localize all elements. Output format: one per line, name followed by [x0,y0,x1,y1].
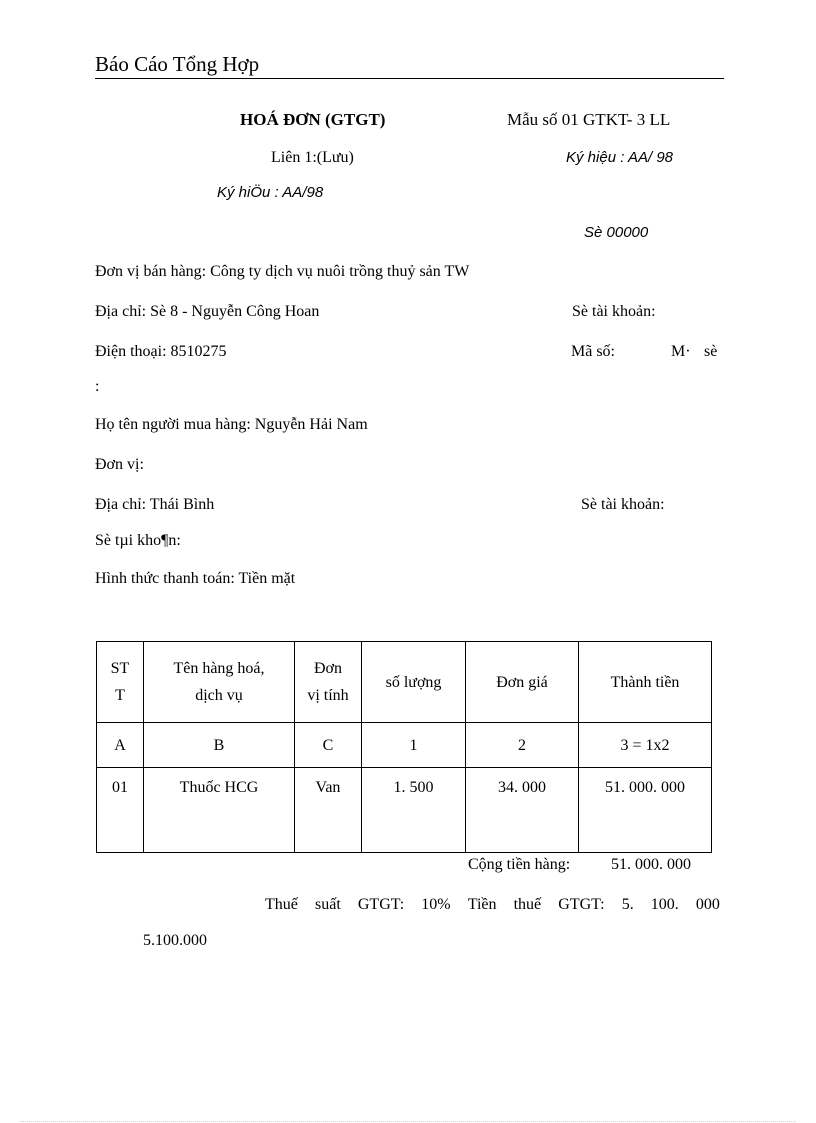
invoice-title: HOÁ ĐƠN (GTGT) [240,110,386,129]
index-cell: 2 [466,723,579,768]
row-cell-amount: 51. 000. 000 [579,768,712,853]
vat-line [265,896,720,914]
invoice-symbol-right: Ký hiệu : AA/ 98 [566,149,674,166]
header-cell-quantity: số lượng [362,642,466,723]
seller-colon-line: : [95,378,100,395]
header-cell-item-name: Tên hàng hoá, dịch vụ [144,642,295,723]
index-cell: C [295,723,362,768]
header-cell-unit-price: Đơn giá [466,642,579,723]
index-cell: A [97,723,144,768]
header-rule [95,78,724,79]
index-cell: 3 = 1x2 [579,723,712,768]
vat-word: 5. [621,896,634,913]
subtotal-label: Cộng tiền hàng: [468,856,571,873]
invoice-form-number: Mẫu số 01 GTKT- 3 LL [507,110,671,129]
table-header-row [97,642,712,723]
vat-word: GTGT: [357,896,405,913]
vat-word: thuế [513,896,542,913]
row-cell-quantity: 1. 500 [362,768,466,853]
buyer-unit: Đơn vị: [95,456,144,473]
table-row [97,768,712,853]
vat-amount: 5.100.000 [143,932,207,949]
seller-phone: Điện thoại: 8510275 [95,343,227,360]
vat-word: suất [314,896,341,913]
invoice-copy-label: Liên 1:(Lưu) [271,149,354,166]
invoice-symbol-left: Ký hiÖu : AA/98 [217,184,324,201]
table-index-row [97,723,712,768]
page-bottom-divider [20,1121,796,1122]
header-cell-unit: Đơn vị tính [295,642,362,723]
header-cell-stt: ST T [97,642,144,723]
seller-account: Sè tài khoản: [572,303,656,320]
buyer-account-garbled: Sè tµi kho¶n: [95,532,181,549]
vat-word: Thuế [265,896,298,913]
index-cell: B [144,723,295,768]
seller-address: Địa chỉ: Sè 8 - Nguyễn Công Hoan [95,303,320,320]
vat-word: 100. [650,896,679,913]
vat-word: GTGT: [558,896,605,913]
invoice-items-table [96,641,712,853]
vat-word: Tiền [467,896,497,913]
row-cell-unit: Van [295,768,362,853]
buyer-address: Địa chỉ: Thái Bình [95,496,215,513]
row-cell-stt: 01 [97,768,144,853]
invoice-number: Sè 00000 [584,224,649,241]
seller-tax-code-tail-2: sè [704,343,718,360]
index-cell: 1 [362,723,466,768]
vat-word: 10% [421,896,451,913]
buyer-payment-method: Hình thức thanh toán: Tiền mặt [95,570,296,587]
subtotal-value: 51. 000. 000 [611,856,691,873]
row-cell-unit-price: 34. 000 [466,768,579,853]
seller-tax-code-label: Mã số: [571,343,615,360]
buyer-account: Sè tài khoản: [581,496,665,513]
row-cell-item-name: Thuốc HCG [144,768,295,853]
header-cell-amount: Thành tiền [579,642,712,723]
vat-word: 000 [695,896,720,913]
seller-tax-code-tail-1: M· [671,343,691,360]
buyer-name: Họ tên người mua hàng: Nguyễn Hải Nam [95,416,368,433]
seller-unit: Đơn vị bán hàng: Công ty dịch vụ nuôi trồng thuỷ sản TW [95,263,470,280]
page-header-title: Báo Cáo Tổng Hợp [95,52,260,76]
